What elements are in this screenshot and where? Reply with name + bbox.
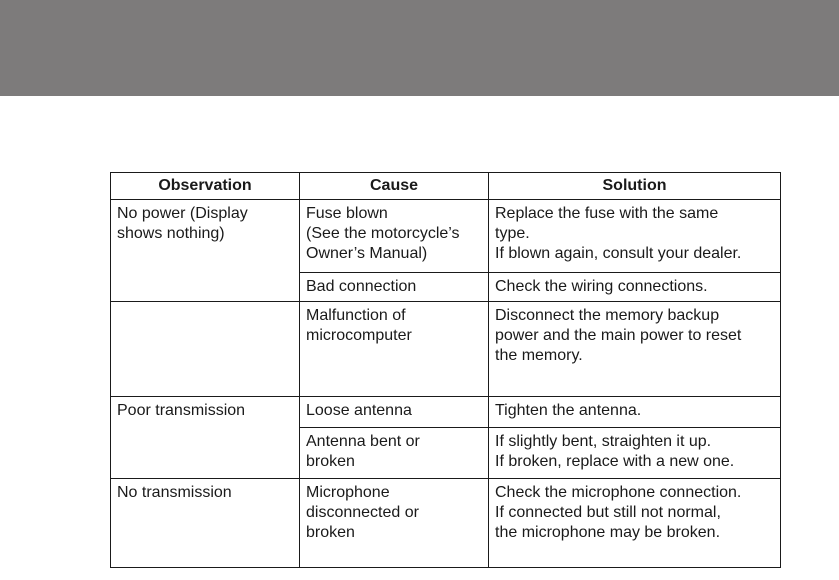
solution-cell (489, 479, 781, 568)
cause-text: Owner’s Manual) (306, 245, 428, 262)
table-row (111, 200, 781, 273)
observation-text: shows nothing) (117, 225, 225, 242)
solution-text: Replace the fuse with the same (495, 205, 719, 222)
solution-text: Tighten the antenna. (495, 402, 642, 419)
cause-cell (300, 397, 489, 428)
cause-cell (300, 302, 489, 397)
troubleshooting-table (110, 172, 781, 568)
solution-text: If connected but still not normal, (495, 504, 721, 521)
table-row (111, 397, 781, 428)
observation-cell (111, 302, 300, 397)
solution-cell (489, 428, 781, 479)
solution-cell (489, 397, 781, 428)
solution-text: Check the wiring connections. (495, 278, 708, 295)
cause-text: broken (306, 453, 355, 470)
observation-cell (111, 397, 300, 479)
cause-cell (300, 273, 489, 302)
observation-cell (111, 200, 300, 302)
cause-text: Loose antenna (306, 402, 412, 419)
solution-cell (489, 200, 781, 273)
solution-text: type. (495, 225, 530, 242)
cause-text: (See the motorcycle’s (306, 225, 460, 242)
header-observation: Observation (111, 173, 300, 200)
cause-text: Malfunction of (306, 307, 406, 324)
solution-text: Check the microphone connection. (495, 484, 742, 501)
observation-text: Poor transmission (117, 402, 246, 419)
header-cause: Cause (300, 173, 489, 200)
cause-text: Antenna bent or (306, 433, 420, 450)
cause-text: Bad connection (306, 278, 417, 295)
solution-text: the microphone may be broken. (495, 524, 721, 541)
solution-cell (489, 273, 781, 302)
header-band (0, 0, 839, 96)
cause-cell (300, 428, 489, 479)
solution-text: If slightly bent, straighten it up. (495, 433, 712, 450)
cause-cell (300, 200, 489, 273)
header-solution: Solution (489, 173, 781, 200)
observation-text: No power (Display (117, 205, 248, 222)
solution-text: Disconnect the memory backup (495, 307, 720, 324)
solution-text: If broken, replace with a new one. (495, 453, 735, 470)
cause-text: broken (306, 524, 355, 541)
solution-text: power and the main power to reset (495, 327, 742, 344)
observation-cell (111, 479, 300, 568)
solution-text: If blown again, consult your dealer. (495, 245, 742, 262)
table-row (111, 302, 781, 397)
table-header-row (111, 173, 781, 200)
table-row (111, 479, 781, 568)
cause-text: Fuse blown (306, 205, 388, 222)
cause-text: microcomputer (306, 327, 412, 344)
cause-text: Microphone (306, 484, 390, 501)
cause-cell (300, 479, 489, 568)
cause-text: disconnected or (306, 504, 419, 521)
solution-cell (489, 302, 781, 397)
solution-text: the memory. (495, 347, 583, 364)
observation-text: No transmission (117, 484, 232, 501)
